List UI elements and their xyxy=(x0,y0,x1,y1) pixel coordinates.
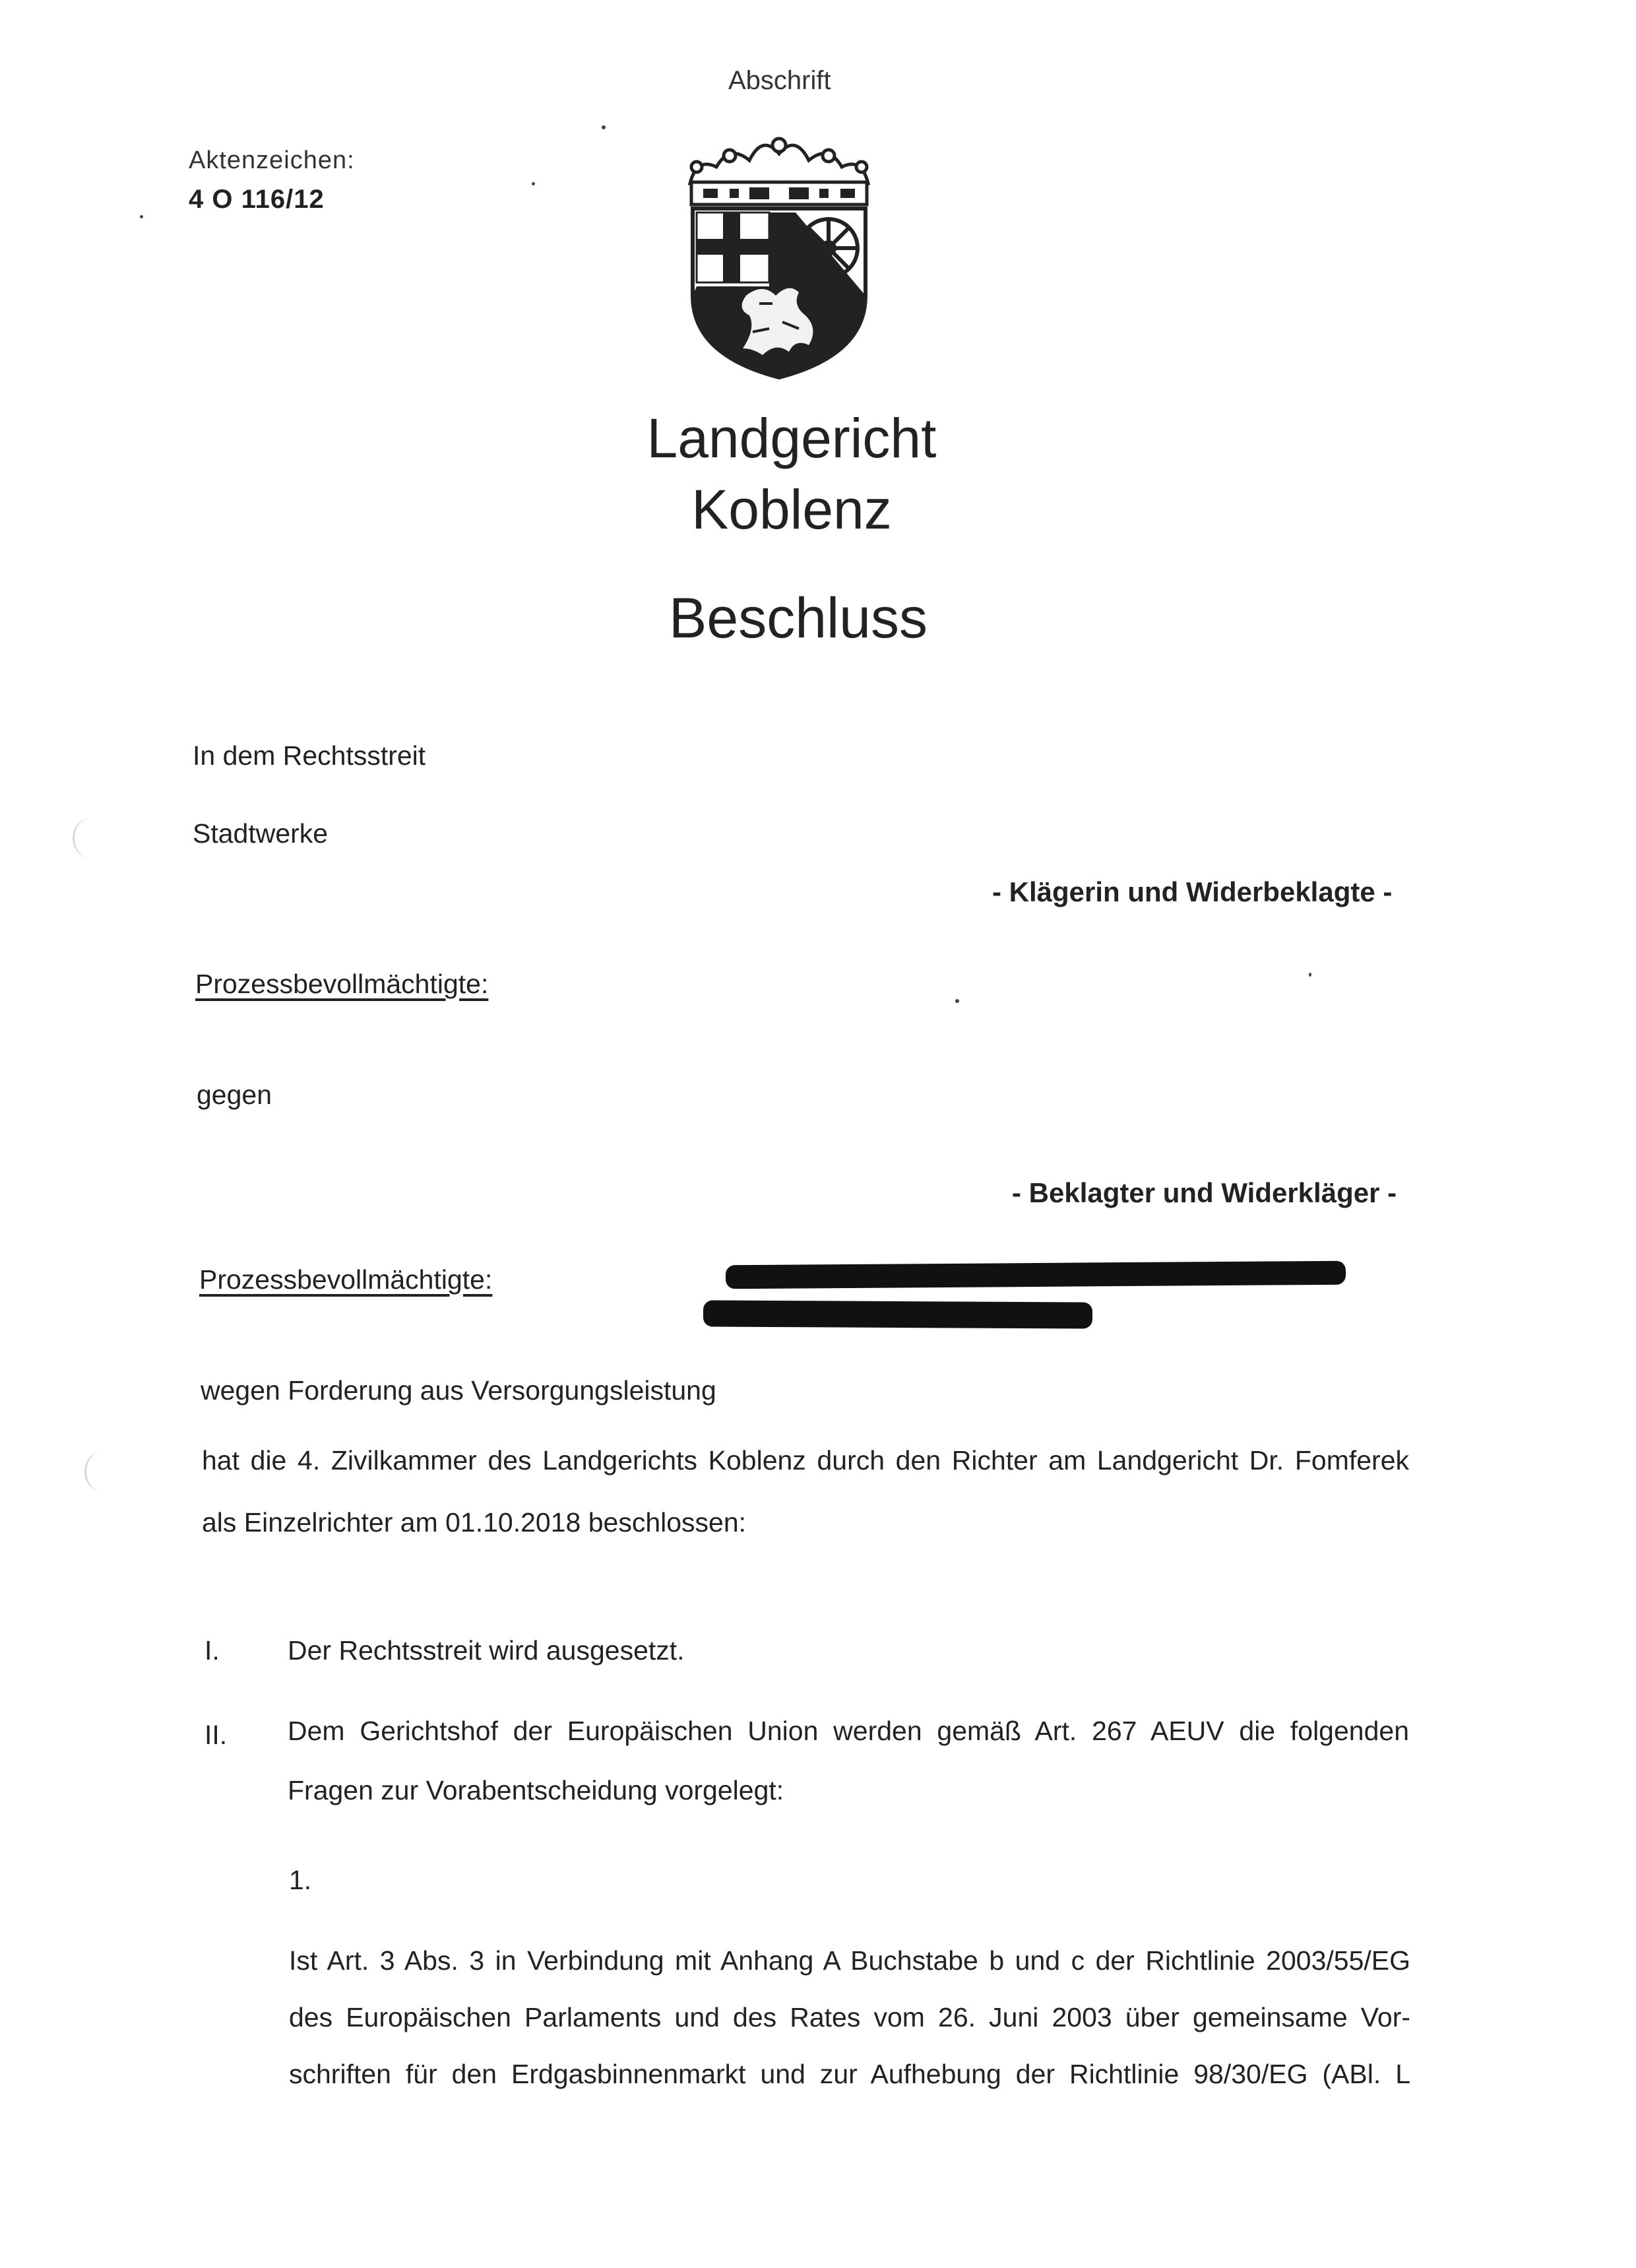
question-text-line3: schriften für den Erdgasbinnenmarkt und zur Aufhebung der Richtlinie 98/30/EG (ABl. L xyxy=(289,2059,1410,2089)
defendant-counsel-label: Prozessbevollmächtigte: xyxy=(199,1264,493,1295)
scan-speck xyxy=(955,999,959,1003)
ruling-text-line2: Fragen zur Vorabentscheidung vorgelegt: xyxy=(288,1775,784,1805)
ruling-text: Der Rechtsstreit wird ausgesetzt. xyxy=(288,1635,685,1666)
versus-text: gegen xyxy=(197,1080,272,1110)
defendant-role: - Beklagter und Widerkläger - xyxy=(1012,1177,1397,1208)
aktenzeichen-value: 4 O 116/12 xyxy=(189,185,325,214)
punch-hole-mark xyxy=(73,818,108,858)
aktenzeichen-label: Aktenzeichen: xyxy=(189,146,355,174)
coat-of-arms-icon xyxy=(677,131,881,381)
question-number: 1. xyxy=(289,1865,312,1895)
subject-text: wegen Forderung aus Versorgungsleistung xyxy=(201,1375,716,1406)
scan-speck xyxy=(602,125,606,129)
redaction-bar xyxy=(726,1261,1346,1289)
plaintiff-name: Stadtwerke xyxy=(193,818,329,849)
decision-intro-line1: hat die 4. Zivilkammer des Landgerichts Koblenz durch den Richter am Landgericht Dr. Fomferek xyxy=(202,1445,1409,1475)
intro-text: In dem Rechtsstreit xyxy=(193,740,426,771)
scan-speck xyxy=(1309,973,1311,977)
decision-intro-line2: als Einzelrichter am 01.10.2018 beschlossen: xyxy=(202,1507,747,1538)
plaintiff-counsel-label: Prozessbevollmächtigte: xyxy=(195,969,489,999)
ruling-text-line1: Dem Gerichtshof der Europäischen Union werden gemäß Art. 267 AEUV die folgenden xyxy=(288,1716,1409,1746)
punch-hole-mark xyxy=(84,1452,119,1491)
question-text-line1: Ist Art. 3 Abs. 3 in Verbindung mit Anhang A Buchstabe b und c der Richtlinie 2003/55/EG xyxy=(289,1945,1410,1976)
copy-mark: Abschrift xyxy=(728,66,831,95)
court-name-line1: Landgericht xyxy=(646,407,937,469)
ruling-numeral: I. xyxy=(204,1635,220,1666)
redaction-bar xyxy=(703,1300,1092,1328)
court-name-line2: Koblenz xyxy=(691,478,892,540)
plaintiff-role: - Klägerin und Widerbeklagte - xyxy=(992,876,1393,907)
question-text-line2: des Europäischen Parlaments und des Rates vom 26. Juni 2003 über gemeinsame Vor- xyxy=(289,2002,1410,2032)
scan-speck xyxy=(140,215,143,218)
document-type: Beschluss xyxy=(669,587,928,650)
ruling-numeral: II. xyxy=(204,1720,228,1750)
scan-speck xyxy=(532,182,535,185)
